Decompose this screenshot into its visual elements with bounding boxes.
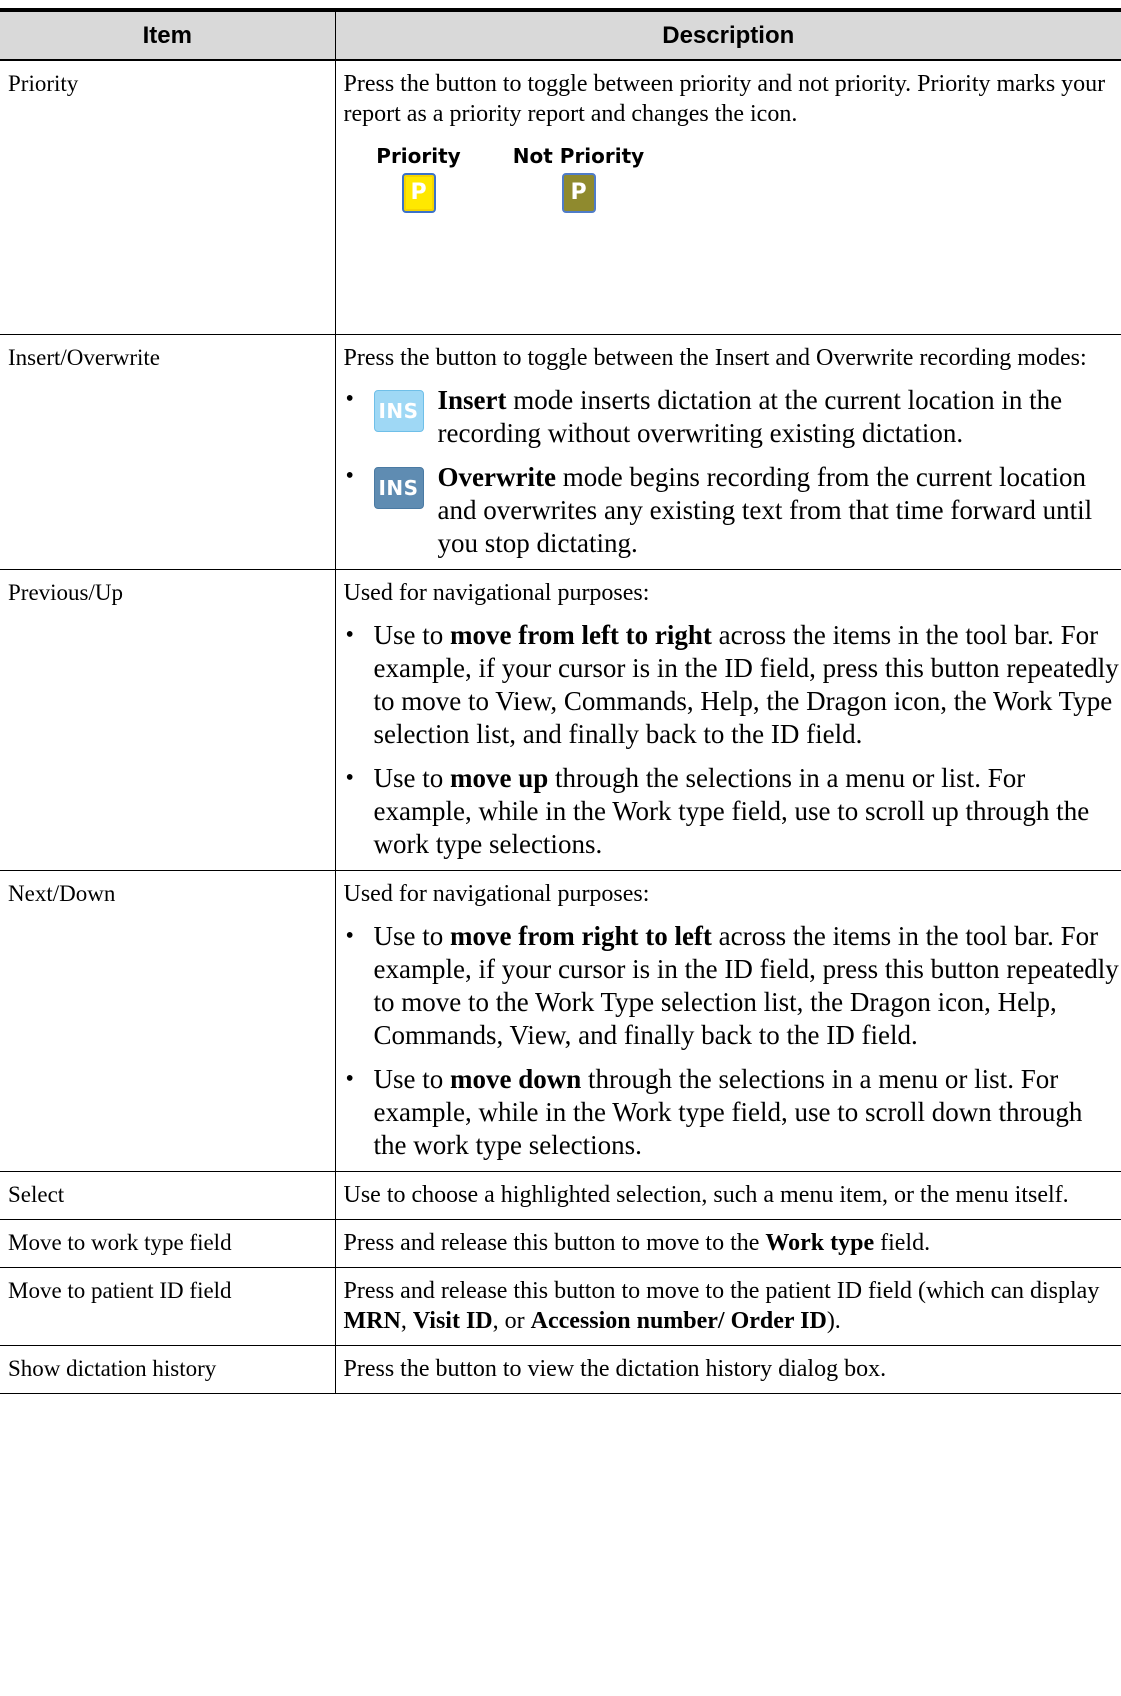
next-list [344,920,1121,1162]
priority-off-icon: P [562,173,596,213]
item-previous-up: Previous/Up [0,569,335,870]
ins-insert-icon: • INS [374,390,424,432]
ins-overwrite-icon: • INS [374,467,424,509]
priority-off-label: Not Priority [512,144,645,168]
insert-text: mode inserts dictation at the current location in the recording without overwriting existing dictation. [437,384,1063,448]
row-select [0,1171,1121,1219]
priority-off-block [494,141,664,233]
desc-patient-id: Press and release this button to move to the patient ID field (which can display MRN, Visit ID, or Accession number/ Order ID). [335,1267,1121,1345]
overwrite-bold: Overwrite [437,461,556,492]
list-item: • Use to move up through the selections in a menu or list. For example, while in the Work type field, use to scroll up through the work type selections. [344,762,1121,861]
row-dictation-history [0,1345,1121,1393]
priority-on-block [344,141,494,233]
previous-list [344,619,1121,861]
desc-previous-up [335,569,1121,870]
items-table [0,8,1121,1394]
list-item: • Use to move from left to right across the items in the tool bar. For example, if your cursor is in the ID field, press this button repeatedly to move to View, Commands, Help, the Dragon icon, the Work Type selection list, and finally back to the ID field. [344,619,1121,751]
desc-priority-text: Press the button to toggle between priority and not priority. Priority marks your report as a priority report and changes the icon. [343,71,1106,127]
desc-insert-intro: Press the button to toggle between the Insert and Overwrite recording modes: [343,344,1087,371]
desc-select: Use to choose a highlighted selection, such a menu item, or the menu itself. [335,1171,1121,1219]
list-item [344,461,1121,560]
priority-on-icon: P [402,173,436,213]
priority-icons [344,141,1121,233]
list-item: • Use to move down through the selections in a menu or list. For example, while in the Work type field, use to scroll down through the work type selections. [344,1063,1121,1162]
list-item: • Use to move from right to left across the items in the tool bar. For example, if your cursor is in the ID field, press this button repeatedly to move to the Work Type selection list, the Dragon icon, Help, Commands, View, and finally back to the ID field. [344,920,1121,1052]
row-priority [0,60,1121,334]
header-item: Item [0,10,335,60]
overwrite-text: mode begins recording from the current location and overwrites any existing text from that time forward until you stop dictating. [437,461,1093,558]
insert-bold: Insert [437,384,507,415]
row-work-type [0,1219,1121,1267]
item-select: Select [0,1171,335,1219]
priority-on-label: Priority [376,144,461,168]
item-patient-id: Move to patient ID field [0,1267,335,1345]
item-dictation-history: Show dictation history [0,1345,335,1393]
row-previous-up [0,569,1121,870]
header-row [0,10,1121,60]
insert-mode-list [344,384,1121,560]
desc-insert-overwrite [335,334,1121,569]
row-patient-id [0,1267,1121,1345]
item-work-type: Move to work type field [0,1219,335,1267]
header-description: Description [335,10,1121,60]
item-priority: Priority [0,60,335,334]
next-intro: Used for navigational purposes: [343,880,650,907]
desc-work-type: Press and release this button to move to the Work type field. [335,1219,1121,1267]
desc-dictation-history: Press the button to view the dictation history dialog box. [335,1345,1121,1393]
item-insert-overwrite: Insert/Overwrite [0,334,335,569]
row-next-down [0,870,1121,1171]
previous-intro: Used for navigational purposes: [343,579,650,606]
desc-next-down [335,870,1121,1171]
row-insert-overwrite [0,334,1121,569]
list-item [344,384,1121,450]
item-next-down: Next/Down [0,870,335,1171]
desc-priority [335,60,1121,334]
